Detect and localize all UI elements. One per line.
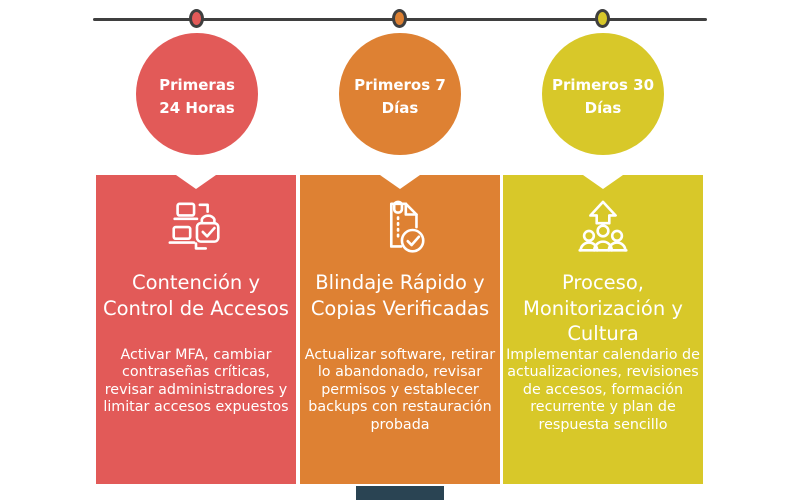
badge-label-line: Días bbox=[381, 99, 419, 117]
card-title: Blindaje Rápido y Copias Verificadas bbox=[310, 271, 490, 320]
badge-label-line: 24 Horas bbox=[159, 99, 235, 117]
card-title: Proceso, Monitorización y Cultura bbox=[523, 271, 683, 346]
card-notch bbox=[380, 175, 420, 189]
phase-badge-7-dias bbox=[339, 33, 461, 155]
phase-card-contencion bbox=[96, 175, 296, 484]
phase-card-proceso bbox=[503, 175, 703, 484]
team-growth-icon bbox=[572, 199, 634, 261]
badge-label-line: Días bbox=[584, 99, 622, 117]
timeline-dot-phase3 bbox=[595, 9, 610, 28]
footer-bar bbox=[356, 486, 444, 500]
phase-badge-24-horas bbox=[136, 33, 258, 155]
timeline-dot-phase1 bbox=[189, 9, 204, 28]
card-description: Activar MFA, cambiar contraseñas críticas, revisar administradores y limitar accesos expuestos bbox=[103, 347, 289, 416]
card-notch bbox=[176, 175, 216, 189]
phase-badge-30-dias bbox=[542, 33, 664, 155]
card-description: Actualizar software, retirar lo abandonado, revisar permisos y establecer backups con restauración probada bbox=[304, 347, 496, 433]
card-title: Contención y Control de Accesos bbox=[103, 271, 289, 320]
timeline-dot-phase2 bbox=[392, 9, 407, 28]
backup-file-check-icon bbox=[369, 199, 431, 261]
badge-label-line: Primeras bbox=[159, 75, 235, 94]
devices-lock-icon bbox=[165, 199, 227, 261]
phase-card-blindaje bbox=[300, 175, 500, 484]
card-description: Implementar calendario de actualizaciones, revisiones de accesos, formación recurrente y plan de respuesta sencillo bbox=[506, 347, 700, 433]
badge-label-line: Primeros 30 bbox=[551, 75, 655, 94]
badge-label-line: Primeros 7 bbox=[354, 75, 446, 94]
card-notch bbox=[583, 175, 623, 189]
